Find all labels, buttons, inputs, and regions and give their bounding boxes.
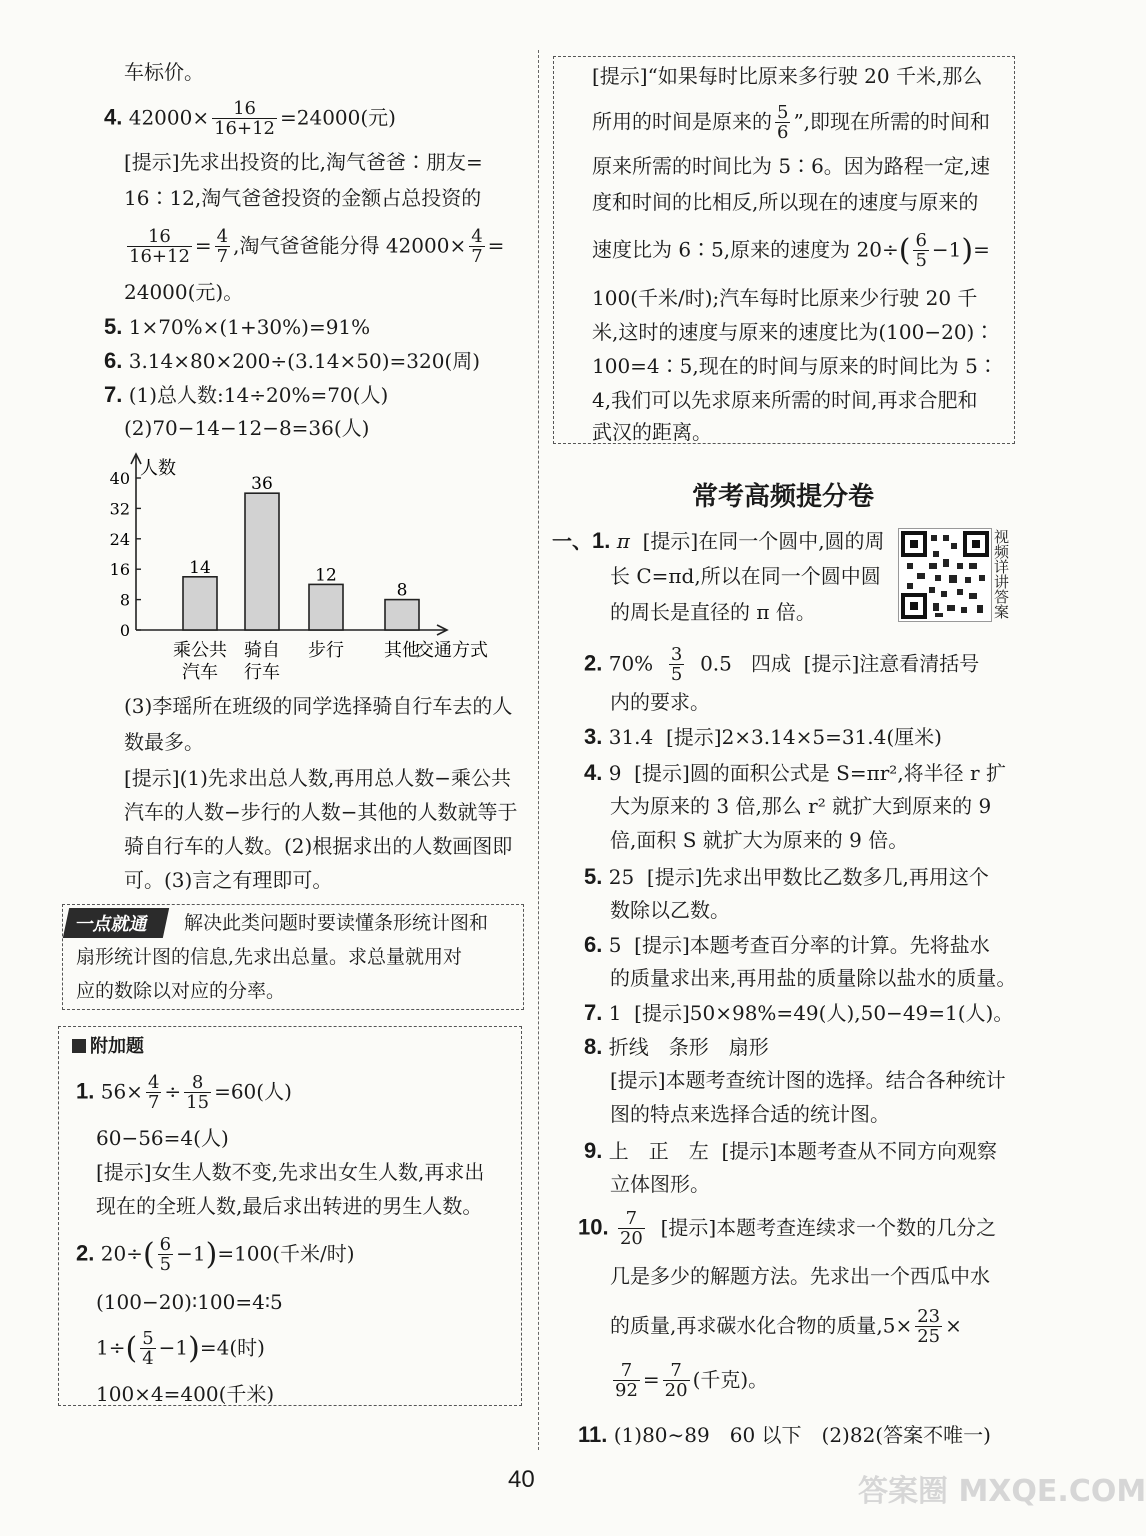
bar <box>385 600 419 630</box>
hint-line: 24000(元)。 <box>124 280 244 304</box>
hint-line: [提示]女生人数不变,先求出女生人数,再求出 <box>96 1160 485 1184</box>
qr-code[interactable] <box>898 528 992 622</box>
qr-label: 视频详讲答案 <box>994 528 1010 621</box>
text-line: 1÷( $\frac{5}{4}$ −1)=4(时) <box>96 1328 265 1369</box>
text-line: 数除以乙数。 <box>610 898 730 922</box>
tip-line: 应的数除以对应的分率。 <box>76 980 286 1002</box>
answer-10r: 10. $\frac{7}{20}$ [提示]本题考查连续求一个数的几分之 <box>578 1208 997 1249</box>
answer-7r: 7. 1 [提示]50×98%=49(人),50−49=1(人)。 <box>584 1000 1014 1025</box>
answer-8r: 8. 折线 条形 扇形 <box>584 1034 769 1059</box>
bar-value-label: 8 <box>396 580 408 601</box>
column-divider <box>538 50 539 1450</box>
hint-line: 现在的全班人数,最后求出转进的男生人数。 <box>96 1194 483 1218</box>
text-line: 倍,面积 S 就扩大为原来的 9 倍。 <box>610 828 909 852</box>
text-line: 内的要求。 <box>610 690 710 714</box>
answer-9r: 9. 上 正 左 [提示]本题考查从不同方向观察 <box>584 1138 998 1163</box>
page-number: 40 <box>508 1466 535 1493</box>
hint-line: 米,这时的速度与原来的速度比为(100−20)∶ <box>592 320 995 344</box>
text-line: 图的特点来选择合适的统计图。 <box>610 1102 890 1126</box>
answer-1: 一、1. π [提示]在同一个圆中,圆的周 <box>552 528 885 553</box>
text-line: 长 C=πd,所以在同一个圆中圆 <box>610 564 881 588</box>
bar <box>183 577 217 630</box>
text-line: 数最多。 <box>124 730 204 754</box>
answer-2: 2. 70% $\frac{3}{5}$ 0.5 四成 [提示]注意看清括号 <box>584 644 980 685</box>
hint-line: 汽车的人数−步行的人数−其他的人数就等于 <box>124 800 518 824</box>
text-line: (100−20)∶100=4∶5 <box>96 1290 283 1314</box>
bar-chart <box>100 445 520 695</box>
extra-answer-2: 2. 20÷( $\frac{6}{5}$ −1)=100(千米/时) <box>76 1234 355 1275</box>
text-line: 车标价。 <box>124 60 204 84</box>
answer-4r: 4. 9 [提示]圆的面积公式是 S=πr²,将半径 r 扩 <box>584 760 1006 785</box>
y-tick-label: 16 <box>109 560 130 580</box>
qr-code-icon <box>899 529 991 621</box>
hint-line: [提示](1)先求出总人数,再用总人数−乘公共 <box>124 766 512 790</box>
section-title: 常考高频提分卷 <box>692 482 875 512</box>
category-label: 汽车 <box>182 662 218 683</box>
hint-line: $\frac{16}{16+12}$ = $\frac{4}{7}$ ,淘气爸爸能分得 42000× $\frac{4}{7}$ = <box>129 226 505 267</box>
tip-tag: 一点就通 <box>66 908 166 938</box>
y-tick-label: 24 <box>109 529 130 549</box>
text-line: 大为原来的 3 倍,那么 r² 就扩大到原来的 9 <box>610 794 992 818</box>
tip-line: 解决此类问题时要读懂条形统计图和 <box>184 912 489 934</box>
hint-line: 所用的时间是原来的 $\frac{5}{6}$ ”,即现在所需的时间和 <box>592 102 991 143</box>
hint-line: 原来所需的时间比为 5∶6。因为路程一定,速 <box>592 154 991 178</box>
watermark: 答案圈 MXQE.COM <box>858 1474 1146 1509</box>
hint-line: 100=4∶5,现在的时间与原来的时间比为 5∶ <box>592 354 998 378</box>
category-label: 步行 <box>308 640 344 661</box>
answer-11r: 11. (1)80∼89 60 以下 (2)82(答案不唯一) <box>578 1422 991 1447</box>
text-line: 的质量求出来,再用盐的质量除以盐水的质量。 <box>610 966 1017 990</box>
hint-line: [提示]“如果每时比原来多行驶 20 千米,那么 <box>592 64 983 88</box>
text-line: (2)70−14−12−8=36(人) <box>124 416 370 440</box>
text-line: 的质量,再求碳水化合物的质量,5× $\frac{23}{25}$ × <box>610 1306 962 1347</box>
hint-line: 速度比为 6∶5,原来的速度为 20÷( $\frac{6}{5}$ −1)= <box>592 230 990 271</box>
hint-line: 16∶12,淘气爸爸投资的金额占总投资的 <box>124 186 482 210</box>
bar <box>309 584 343 630</box>
answer-6: 6. 3.14×80×200÷(3.14×50)=320(周) <box>104 348 481 373</box>
y-tick-label: 40 <box>109 469 130 488</box>
answer-6r: 6. 5 [提示]本题考查百分率的计算。先将盐水 <box>584 932 990 957</box>
y-tick-label: 0 <box>119 621 130 640</box>
answer-5: 5. 1×70%×(1+30%)=91% <box>104 314 371 339</box>
hint-line: 4,我们可以先求原来所需的时间,再求合肥和 <box>592 388 978 412</box>
extra-title: 附加题 <box>72 1032 144 1058</box>
answer-4: 4. 42000× $\frac{16}{16+12}$ =24000(元) <box>104 98 396 139</box>
text-line: 几是多少的解题方法。先求出一个西瓜中水 <box>610 1264 990 1288</box>
hint-line: [提示]先求出投资的比,淘气爸爸∶朋友= <box>124 150 483 174</box>
hint-line: 骑自行车的人数。(2)根据求出的人数画图即 <box>124 834 513 858</box>
hint-line: 武汉的距离。 <box>592 420 712 444</box>
category-label: 乘公共 <box>173 640 227 661</box>
bar-value-label: 14 <box>189 557 211 578</box>
y-axis-label: 人数 <box>140 458 176 479</box>
text-line: 60−56=4(人) <box>96 1126 229 1150</box>
category-label: 行车 <box>244 662 280 683</box>
extra-answer-1: 1. 56× $\frac{4}{7}$ ÷ $\frac{8}{15}$ =60(人) <box>76 1072 292 1113</box>
bar-value-label: 12 <box>315 565 337 586</box>
category-label: 其他 <box>384 640 420 661</box>
y-tick-label: 8 <box>119 590 130 610</box>
hint-line: [提示]本题考查统计图的选择。结合各种统计 <box>610 1068 1006 1092</box>
text-line: 100×4=400(千米) <box>96 1382 275 1406</box>
hint-line: 可。(3)言之有理即可。 <box>124 868 333 892</box>
category-label: 骑自 <box>244 640 280 661</box>
text-line: $\frac{7}{92}$ = $\frac{7}{20}$ (千克)。 <box>615 1360 769 1401</box>
book-icon <box>72 1039 86 1053</box>
answer-3: 3. 31.4 [提示]2×3.14×5=31.4(厘米) <box>584 724 942 749</box>
x-axis-label: 交通方式 <box>416 640 488 661</box>
text-line: (3)李瑶所在班级的同学选择骑自行车去的人 <box>124 694 513 718</box>
bar-value-label: 36 <box>251 474 273 495</box>
answer-7: 7. (1)总人数:14÷20%=70(人) <box>104 382 389 407</box>
tip-line: 扇形统计图的信息,先求出总量。求总量就用对 <box>76 946 463 968</box>
y-tick-label: 32 <box>109 499 130 519</box>
text-line: 的周长是直径的 π 倍。 <box>610 600 816 624</box>
hint-line: 100(千米/时);汽车每时比原来少行驶 20 千 <box>592 286 978 310</box>
answer-5r: 5. 25 [提示]先求出甲数比乙数多几,再用这个 <box>584 864 989 889</box>
hint-line: 度和时间的比相反,所以现在的速度与原来的 <box>592 190 979 214</box>
text-line: 立体图形。 <box>610 1172 710 1196</box>
bar <box>245 493 279 630</box>
